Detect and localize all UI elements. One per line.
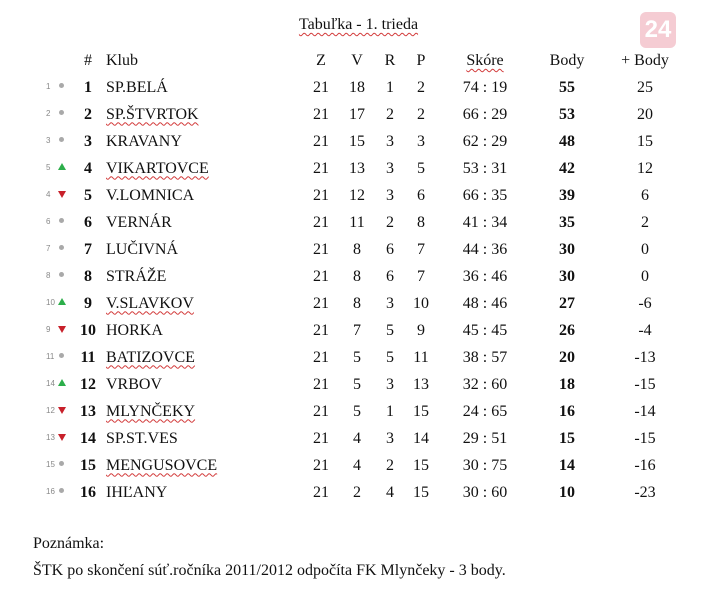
losses-cell: 11 bbox=[413, 348, 429, 366]
table-row bbox=[52, 155, 690, 182]
points-cell: 42 bbox=[559, 159, 575, 177]
previous-position: 2 bbox=[46, 109, 51, 118]
header-score-text: Skóre bbox=[466, 52, 504, 69]
movement-cell bbox=[46, 101, 70, 128]
score-cell: 62 : 29 bbox=[462, 132, 508, 150]
previous-position: 7 bbox=[46, 244, 51, 253]
note-title: Poznámka: bbox=[33, 535, 105, 552]
played-cell: 21 bbox=[313, 375, 329, 393]
club-name: BATIZOVCE bbox=[106, 348, 195, 366]
score-cell: 38 : 57 bbox=[462, 348, 508, 366]
plus-points-cell: 0 bbox=[641, 267, 649, 285]
club-cell bbox=[106, 101, 302, 128]
header-movement bbox=[52, 48, 70, 74]
draws-cell: 4 bbox=[386, 483, 394, 501]
header-points: Body bbox=[549, 52, 585, 69]
played-cell: 21 bbox=[313, 78, 329, 96]
table-row bbox=[52, 74, 690, 101]
club-cell bbox=[106, 290, 302, 317]
club-cell bbox=[106, 398, 302, 425]
movement-cell bbox=[46, 317, 70, 344]
wins-cell: 17 bbox=[349, 105, 365, 123]
score-cell: 74 : 19 bbox=[462, 78, 508, 96]
position-cell: 16 bbox=[80, 483, 96, 501]
table-row bbox=[52, 290, 690, 317]
score-cell: 30 : 60 bbox=[462, 483, 508, 501]
position-cell: 7 bbox=[84, 240, 92, 258]
points-cell: 39 bbox=[559, 186, 575, 204]
previous-position: 16 bbox=[46, 487, 55, 496]
position-cell: 10 bbox=[80, 321, 96, 339]
draws-cell: 2 bbox=[386, 456, 394, 474]
arrow-down-icon bbox=[58, 190, 66, 198]
losses-cell: 14 bbox=[413, 429, 429, 447]
club-cell: SP.BELÁ bbox=[106, 78, 168, 96]
plus-points-cell: 0 bbox=[641, 240, 649, 258]
losses-cell: 6 bbox=[417, 186, 425, 204]
movement-cell bbox=[46, 290, 70, 317]
draws-cell: 3 bbox=[386, 159, 394, 177]
plus-points-cell: -13 bbox=[634, 348, 656, 366]
table-row bbox=[52, 479, 690, 506]
arrow-down-icon bbox=[58, 325, 66, 333]
played-cell: 21 bbox=[313, 429, 329, 447]
score-cell: 53 : 31 bbox=[462, 159, 508, 177]
club-cell: STRÁŽE bbox=[106, 267, 167, 285]
wins-cell: 5 bbox=[353, 348, 361, 366]
wins-cell: 4 bbox=[353, 456, 361, 474]
dot-icon bbox=[58, 217, 66, 225]
played-cell: 21 bbox=[313, 240, 329, 258]
page-title-text: Tabuľka - 1. trieda bbox=[298, 16, 419, 33]
losses-cell: 2 bbox=[417, 105, 425, 123]
losses-cell: 8 bbox=[417, 213, 425, 231]
losses-cell: 7 bbox=[417, 240, 425, 258]
movement-cell bbox=[46, 155, 70, 182]
club-cell: IHĽANY bbox=[106, 483, 168, 501]
losses-cell: 15 bbox=[413, 456, 429, 474]
page-title bbox=[0, 16, 717, 34]
draws-cell: 3 bbox=[386, 132, 394, 150]
previous-position: 14 bbox=[46, 379, 55, 388]
draws-cell: 6 bbox=[386, 267, 394, 285]
position-cell: 5 bbox=[84, 186, 92, 204]
previous-position: 8 bbox=[46, 271, 51, 280]
position-cell: 1 bbox=[84, 78, 92, 96]
arrow-down-icon bbox=[58, 406, 66, 414]
previous-position: 5 bbox=[46, 163, 51, 172]
dot-icon bbox=[58, 352, 66, 360]
table-row bbox=[52, 344, 690, 371]
played-cell: 21 bbox=[313, 456, 329, 474]
arrow-down-icon bbox=[58, 433, 66, 441]
points-cell: 55 bbox=[559, 78, 575, 96]
losses-cell: 5 bbox=[417, 159, 425, 177]
draws-cell: 3 bbox=[386, 375, 394, 393]
arrow-up-icon bbox=[58, 163, 66, 171]
header-club: Klub bbox=[106, 52, 138, 69]
position-cell: 2 bbox=[84, 105, 92, 123]
dot-icon bbox=[58, 244, 66, 252]
wins-cell: 5 bbox=[353, 402, 361, 420]
draws-cell: 1 bbox=[386, 78, 394, 96]
played-cell: 21 bbox=[313, 348, 329, 366]
plus-points-cell: 15 bbox=[637, 132, 653, 150]
movement-cell bbox=[46, 263, 70, 290]
previous-position: 15 bbox=[46, 460, 55, 469]
table-row bbox=[52, 128, 690, 155]
played-cell: 21 bbox=[313, 294, 329, 312]
plus-points-cell: -14 bbox=[634, 402, 656, 420]
losses-cell: 3 bbox=[417, 132, 425, 150]
draws-cell: 5 bbox=[386, 348, 394, 366]
previous-position: 4 bbox=[46, 190, 51, 199]
losses-cell: 9 bbox=[417, 321, 425, 339]
arrow-up-icon bbox=[58, 379, 66, 387]
draws-cell: 2 bbox=[386, 105, 394, 123]
position-cell: 12 bbox=[80, 375, 96, 393]
table-header-row bbox=[52, 48, 690, 74]
draws-cell: 6 bbox=[386, 240, 394, 258]
club-cell bbox=[106, 344, 302, 371]
played-cell: 21 bbox=[313, 186, 329, 204]
movement-cell bbox=[46, 344, 70, 371]
wins-cell: 8 bbox=[353, 294, 361, 312]
position-cell: 9 bbox=[84, 294, 92, 312]
losses-cell: 10 bbox=[413, 294, 429, 312]
wins-cell: 8 bbox=[353, 267, 361, 285]
wins-cell: 4 bbox=[353, 429, 361, 447]
movement-cell bbox=[46, 425, 70, 452]
note-text: ŠTK po skončení súť.ročníka 2011/2012 odpočíta FK Mlynčeky - 3 body. bbox=[33, 562, 506, 579]
wins-cell: 18 bbox=[349, 78, 365, 96]
header-played: Z bbox=[316, 52, 326, 69]
header-plus-points: + Body bbox=[621, 52, 669, 69]
position-cell: 15 bbox=[80, 456, 96, 474]
header-wins: V bbox=[351, 52, 363, 69]
position-cell: 3 bbox=[84, 132, 92, 150]
dot-icon bbox=[58, 271, 66, 279]
wins-cell: 7 bbox=[353, 321, 361, 339]
score-cell: 66 : 35 bbox=[462, 186, 508, 204]
club-cell: HORKA bbox=[106, 321, 163, 339]
movement-cell bbox=[46, 182, 70, 209]
movement-cell bbox=[46, 452, 70, 479]
table-row bbox=[52, 452, 690, 479]
movement-cell bbox=[46, 479, 70, 506]
previous-position: 6 bbox=[46, 217, 51, 226]
header-position: # bbox=[84, 52, 92, 69]
movement-cell bbox=[46, 371, 70, 398]
standings-body bbox=[46, 74, 690, 506]
dot-icon bbox=[58, 136, 66, 144]
points-cell: 48 bbox=[559, 132, 575, 150]
previous-position: 11 bbox=[46, 352, 55, 361]
position-cell: 14 bbox=[80, 429, 96, 447]
played-cell: 21 bbox=[313, 213, 329, 231]
points-cell: 30 bbox=[559, 267, 575, 285]
draws-cell: 5 bbox=[386, 321, 394, 339]
dot-icon bbox=[58, 460, 66, 468]
score-cell: 48 : 46 bbox=[462, 294, 508, 312]
movement-cell bbox=[46, 128, 70, 155]
wins-cell: 8 bbox=[353, 240, 361, 258]
table-row bbox=[52, 425, 690, 452]
played-cell: 21 bbox=[313, 267, 329, 285]
club-cell bbox=[106, 452, 302, 479]
previous-position: 12 bbox=[46, 406, 55, 415]
movement-cell bbox=[46, 236, 70, 263]
previous-position: 3 bbox=[46, 136, 51, 145]
points-cell: 30 bbox=[559, 240, 575, 258]
plus-points-cell: 20 bbox=[637, 105, 653, 123]
table-row bbox=[52, 263, 690, 290]
club-cell bbox=[106, 155, 302, 182]
club-name: SP.ŠTVRTOK bbox=[106, 105, 199, 123]
plus-points-cell: 2 bbox=[641, 213, 649, 231]
points-cell: 27 bbox=[559, 294, 575, 312]
club-cell: LUČIVNÁ bbox=[106, 240, 178, 258]
club-name: V.SLAVKOV bbox=[106, 294, 194, 312]
standings-table bbox=[46, 48, 690, 506]
plus-points-cell: -23 bbox=[634, 483, 656, 501]
draws-cell: 3 bbox=[386, 429, 394, 447]
previous-position: 9 bbox=[46, 325, 51, 334]
wins-cell: 5 bbox=[353, 375, 361, 393]
score-cell: 45 : 45 bbox=[462, 321, 508, 339]
position-cell: 4 bbox=[84, 159, 92, 177]
played-cell: 21 bbox=[313, 321, 329, 339]
previous-position: 10 bbox=[46, 298, 55, 307]
points-cell: 35 bbox=[559, 213, 575, 231]
points-cell: 53 bbox=[559, 105, 575, 123]
score-cell: 41 : 34 bbox=[462, 213, 508, 231]
played-cell: 21 bbox=[313, 402, 329, 420]
score-cell: 24 : 65 bbox=[462, 402, 508, 420]
losses-cell: 15 bbox=[413, 402, 429, 420]
table-row bbox=[52, 236, 690, 263]
points-cell: 26 bbox=[559, 321, 575, 339]
plus-points-cell: 12 bbox=[637, 159, 653, 177]
table-row bbox=[52, 101, 690, 128]
table-row bbox=[52, 209, 690, 236]
plus-points-cell: -16 bbox=[634, 456, 656, 474]
table-row bbox=[52, 371, 690, 398]
points-cell: 18 bbox=[559, 375, 575, 393]
dot-icon bbox=[58, 82, 66, 90]
points-cell: 16 bbox=[559, 402, 575, 420]
plus-points-cell: -4 bbox=[638, 321, 652, 339]
draws-cell: 3 bbox=[386, 186, 394, 204]
played-cell: 21 bbox=[313, 159, 329, 177]
played-cell: 21 bbox=[313, 105, 329, 123]
played-cell: 21 bbox=[313, 132, 329, 150]
site-logo-icon: 24 bbox=[640, 12, 676, 48]
plus-points-cell: 25 bbox=[637, 78, 653, 96]
score-cell: 32 : 60 bbox=[462, 375, 508, 393]
plus-points-cell: -15 bbox=[634, 429, 656, 447]
points-cell: 20 bbox=[559, 348, 575, 366]
score-cell: 30 : 75 bbox=[462, 456, 508, 474]
header-losses: P bbox=[416, 52, 426, 69]
losses-cell: 13 bbox=[413, 375, 429, 393]
arrow-up-icon bbox=[58, 298, 66, 306]
losses-cell: 15 bbox=[413, 483, 429, 501]
club-cell: SP.ST.VES bbox=[106, 429, 178, 447]
plus-points-cell: -6 bbox=[638, 294, 652, 312]
club-cell: V.LOMNICA bbox=[106, 186, 195, 204]
draws-cell: 2 bbox=[386, 213, 394, 231]
movement-cell bbox=[46, 74, 70, 101]
wins-cell: 13 bbox=[349, 159, 365, 177]
position-cell: 11 bbox=[80, 348, 96, 366]
table-row bbox=[52, 317, 690, 344]
club-cell: KRAVANY bbox=[106, 132, 182, 150]
movement-cell bbox=[46, 398, 70, 425]
header-score bbox=[436, 48, 534, 74]
club-cell: VRBOV bbox=[106, 375, 163, 393]
points-cell: 15 bbox=[559, 429, 575, 447]
table-row bbox=[52, 398, 690, 425]
score-cell: 36 : 46 bbox=[462, 267, 508, 285]
header-draws: R bbox=[384, 52, 396, 69]
plus-points-cell: 6 bbox=[641, 186, 649, 204]
position-cell: 6 bbox=[84, 213, 92, 231]
plus-points-cell: -15 bbox=[634, 375, 656, 393]
wins-cell: 12 bbox=[349, 186, 365, 204]
club-name: VIKARTOVCE bbox=[106, 159, 209, 177]
points-cell: 14 bbox=[559, 456, 575, 474]
position-cell: 13 bbox=[80, 402, 96, 420]
club-cell: VERNÁR bbox=[106, 213, 172, 231]
wins-cell: 2 bbox=[353, 483, 361, 501]
previous-position: 1 bbox=[46, 82, 51, 91]
points-cell: 10 bbox=[559, 483, 575, 501]
wins-cell: 11 bbox=[349, 213, 365, 231]
dot-icon bbox=[58, 487, 66, 495]
position-cell: 8 bbox=[84, 267, 92, 285]
club-name: MENGUSOVCE bbox=[106, 456, 218, 474]
club-name: MLYNČEKY bbox=[106, 402, 196, 420]
draws-cell: 1 bbox=[386, 402, 394, 420]
score-cell: 29 : 51 bbox=[462, 429, 508, 447]
losses-cell: 7 bbox=[417, 267, 425, 285]
score-cell: 66 : 29 bbox=[462, 105, 508, 123]
score-cell: 44 : 36 bbox=[462, 240, 508, 258]
wins-cell: 15 bbox=[349, 132, 365, 150]
played-cell: 21 bbox=[313, 483, 329, 501]
previous-position: 13 bbox=[46, 433, 55, 442]
table-row bbox=[52, 182, 690, 209]
draws-cell: 3 bbox=[386, 294, 394, 312]
losses-cell: 2 bbox=[417, 78, 425, 96]
dot-icon bbox=[58, 109, 66, 117]
movement-cell bbox=[46, 209, 70, 236]
